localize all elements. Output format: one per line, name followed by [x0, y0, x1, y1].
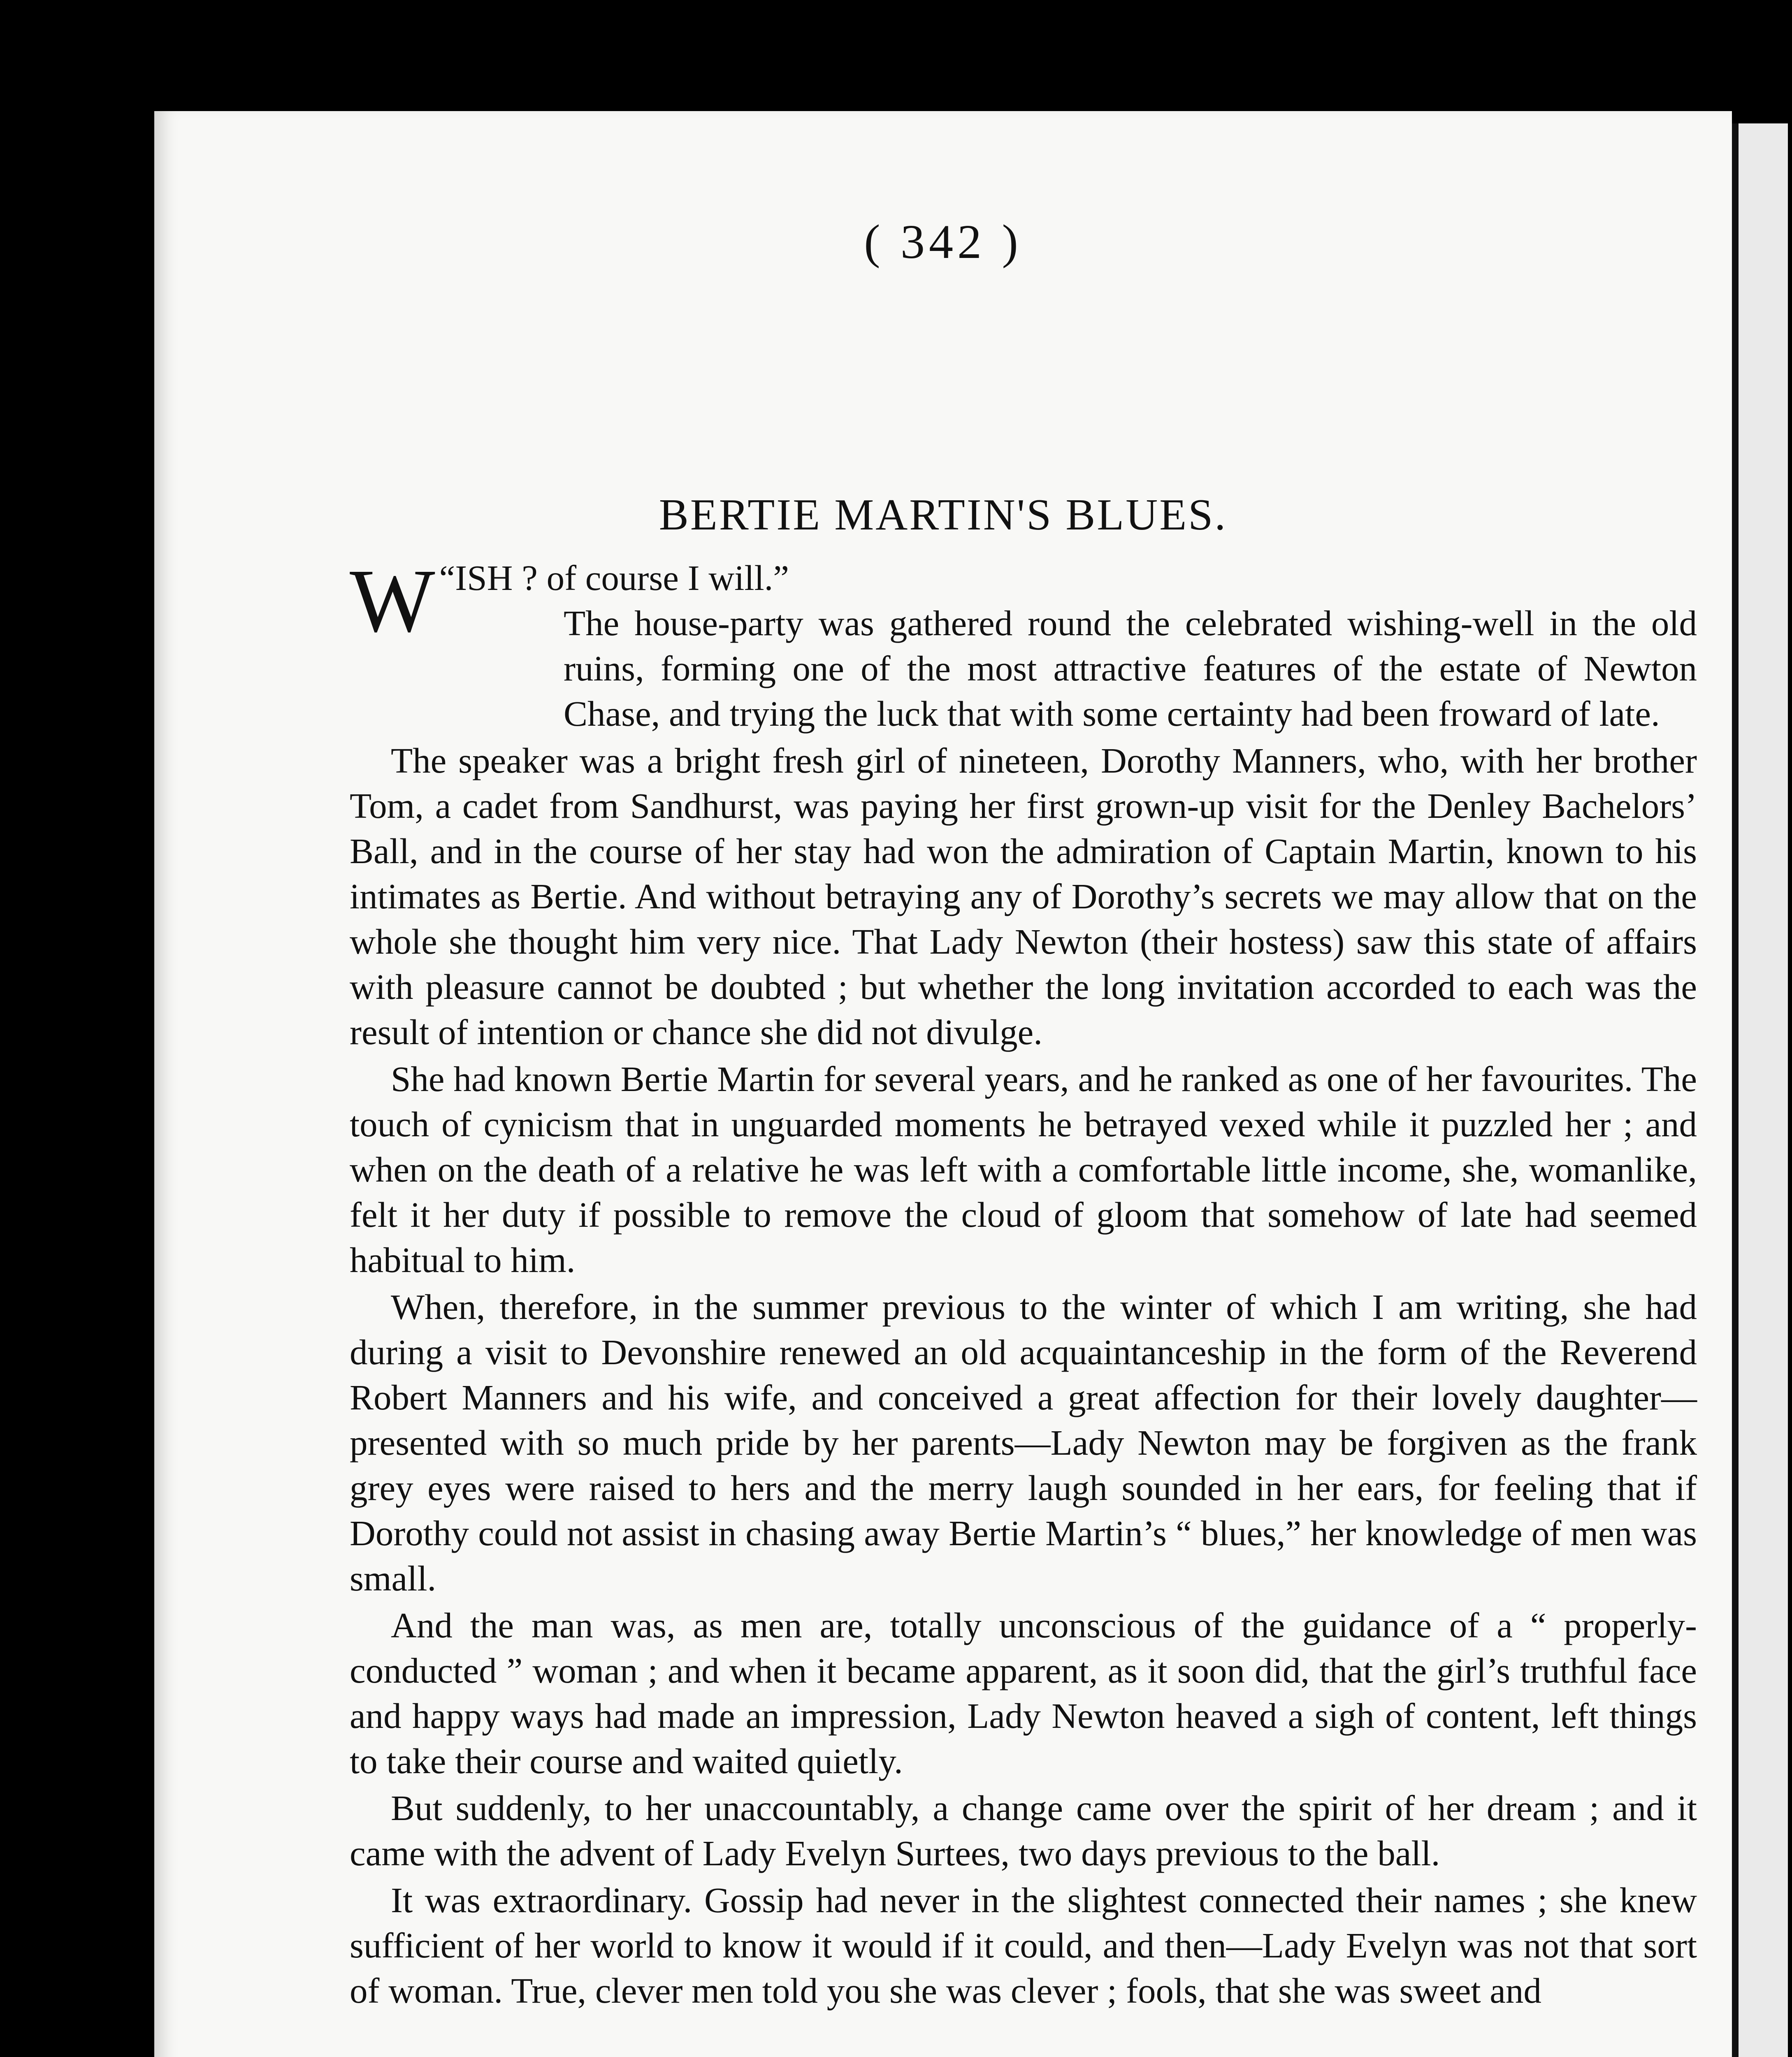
story-title: BERTIE MARTIN'S BLUES. — [659, 490, 1228, 539]
drop-cap: W — [350, 550, 435, 651]
paragraph-1: The house-party was gathered round the celebrated wishing-well in the old ruins, forming one of the most attractive features of the estate of Newton Chase, and trying the luck that with some certainty had been froward of late. — [564, 603, 1697, 734]
paragraph-5: And the man was, as men are, totally unconscious of the guidance of a “ properly-conducted ” woman ; and when it became apparent, as it soon did, that the girl’s truthful face and happy ways had made an impression, Lady Newton heaved a sigh of content, left things to take their course and waited quietly. — [350, 1605, 1697, 1781]
book-page — [154, 111, 1732, 2057]
opening-paragraph — [350, 550, 1697, 736]
story-body — [350, 550, 1697, 2015]
page-number: ( 342 ) — [864, 215, 1022, 269]
paragraph-6: But suddenly, to her unaccountably, a change came over the spirit of her dream ; and it came with the advent of Lady Evelyn Surtees, two days previous to the ball. — [350, 1788, 1697, 1873]
paragraph-4: When, therefore, in the summer previous to the winter of which I am writing, she had during a visit to Devonshire renewed an old acquaintanceship in the form of the Reverend Robert Manners and his wife, and conceived a great affection for their lovely daughter—presented with so much pride by her parents—Lady Newton may be forgiven as the frank grey eyes were raised to hers and the merry laugh sounded in her ears, for feeling that if Dorothy could not assist in chasing away Bertie Martin’s “ blues,” her knowledge of men was small. — [350, 1287, 1697, 1598]
adjacent-page-edge — [1732, 123, 1788, 2057]
opening-line: ISH ? of course I will.” — [455, 558, 789, 598]
opening-quote: “ — [439, 558, 455, 598]
paragraph-2: The speaker was a bright fresh girl of nineteen, Dorothy Manners, who, with her brother Tom, a cadet from Sandhurst, was paying her first grown-up visit for the Denley Bachelors’ Ball, and in the course of her stay had won the admiration of Captain Martin, known to his intimates as Bertie. And without betraying any of Dorothy’s secrets we may allow that on the whole she thought him very nice. That Lady Newton (their hostess) saw this state of affairs with pleasure cannot be doubted ; but whether the long invitation accorded to each was the result of intention or chance she did not divulge. — [350, 741, 1697, 1052]
paragraph-7: It was extraordinary. Gossip had never in the slightest connected their names ; she knew sufficient of her world to know it would if it could, and then—Lady Evelyn was not that sort of woman. True, clever men told you she was clever ; fools, that she was sweet and — [350, 1880, 1697, 2011]
paragraph-3: She had known Bertie Martin for several years, and he ranked as one of her favourites. The touch of cynicism that in unguarded moments he betrayed vexed while it puzzled her ; and when on the death of a relative he was left with a comfortable little income, she, womanlike, felt it her duty if possible to remove the cloud of gloom that somehow of late had seemed habitual to him. — [350, 1059, 1697, 1280]
